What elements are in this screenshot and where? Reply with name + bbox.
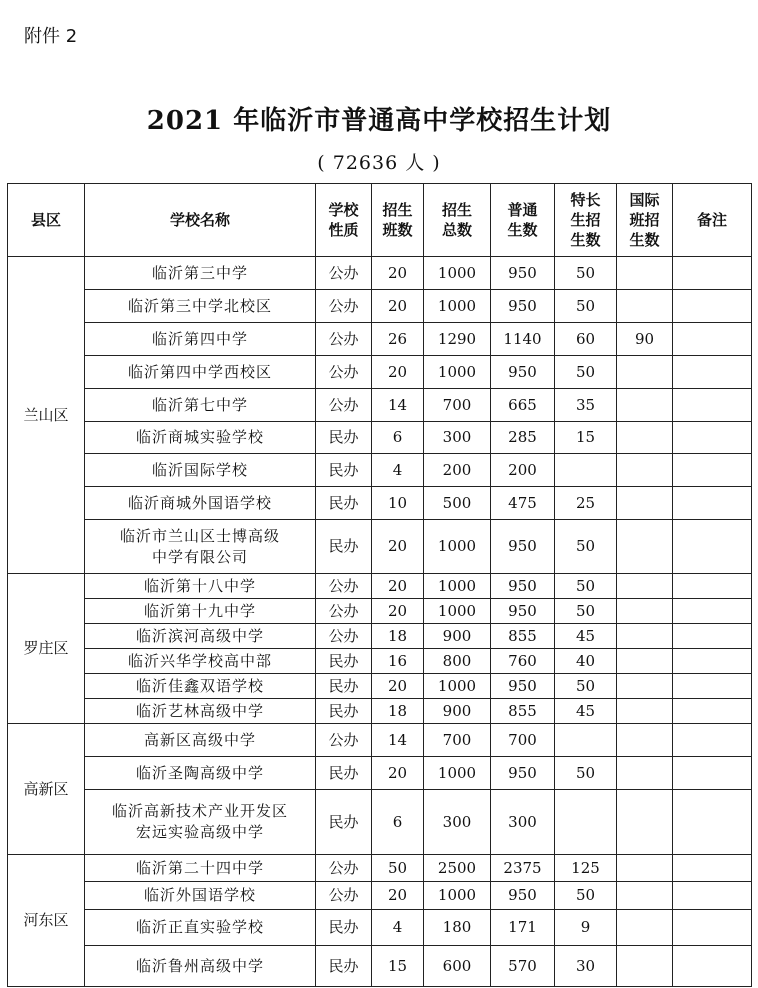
nature-cell: 公办	[316, 855, 372, 882]
intl-cell	[617, 574, 673, 599]
total-cell: 300	[424, 422, 491, 454]
classes-cell: 18	[372, 624, 424, 649]
table-row	[8, 389, 752, 422]
special-cell: 60	[555, 323, 617, 356]
table-row	[8, 323, 752, 356]
school-name-cell: 临沂正直实验学校	[85, 910, 316, 946]
regular-cell: 570	[491, 946, 555, 987]
nature-cell: 民办	[316, 674, 372, 699]
note-cell	[673, 946, 752, 987]
regular-cell: 200	[491, 454, 555, 487]
total-cell: 700	[424, 724, 491, 757]
special-cell: 50	[555, 574, 617, 599]
classes-cell: 50	[372, 855, 424, 882]
intl-cell	[617, 487, 673, 520]
district-cell: 兰山区	[8, 257, 85, 574]
table-row	[8, 454, 752, 487]
regular-cell: 760	[491, 649, 555, 674]
school-name-cell: 临沂商城实验学校	[85, 422, 316, 454]
note-cell	[673, 454, 752, 487]
classes-cell: 20	[372, 290, 424, 323]
school-name-cell: 临沂滨河高级中学	[85, 624, 316, 649]
intl-cell	[617, 757, 673, 790]
total-cell: 1000	[424, 290, 491, 323]
nature-cell: 民办	[316, 520, 372, 574]
classes-cell: 20	[372, 757, 424, 790]
nature-cell: 公办	[316, 624, 372, 649]
regular-cell: 665	[491, 389, 555, 422]
classes-cell: 10	[372, 487, 424, 520]
table-row	[8, 422, 752, 454]
regular-cell: 300	[491, 790, 555, 855]
header-intl: 国际 班招 生数	[617, 184, 673, 257]
note-cell	[673, 323, 752, 356]
regular-cell: 950	[491, 757, 555, 790]
special-cell: 50	[555, 599, 617, 624]
special-cell: 45	[555, 624, 617, 649]
note-cell	[673, 257, 752, 290]
school-name-cell: 临沂佳鑫双语学校	[85, 674, 316, 699]
classes-cell: 20	[372, 882, 424, 910]
intl-cell	[617, 699, 673, 724]
total-cell: 600	[424, 946, 491, 987]
school-name-cell: 临沂国际学校	[85, 454, 316, 487]
special-cell: 50	[555, 290, 617, 323]
classes-cell: 14	[372, 724, 424, 757]
note-cell	[673, 422, 752, 454]
intl-cell	[617, 599, 673, 624]
table-row	[8, 674, 752, 699]
district-cell: 高新区	[8, 724, 85, 855]
special-cell: 30	[555, 946, 617, 987]
table-row	[8, 257, 752, 290]
table-row	[8, 882, 752, 910]
classes-cell: 20	[372, 674, 424, 699]
nature-cell: 民办	[316, 422, 372, 454]
intl-cell	[617, 882, 673, 910]
intl-cell	[617, 257, 673, 290]
classes-cell: 26	[372, 323, 424, 356]
total-cell: 1000	[424, 574, 491, 599]
note-cell	[673, 757, 752, 790]
table-row	[8, 574, 752, 599]
total-enrollment: ( 72636 人 )	[317, 152, 441, 174]
school-name-cell: 临沂商城外国语学校	[85, 487, 316, 520]
note-cell	[673, 356, 752, 389]
district-cell: 罗庄区	[8, 574, 85, 724]
nature-cell: 公办	[316, 882, 372, 910]
classes-cell: 20	[372, 356, 424, 389]
intl-cell	[617, 422, 673, 454]
special-cell: 50	[555, 882, 617, 910]
special-cell	[555, 724, 617, 757]
total-cell: 300	[424, 790, 491, 855]
district-cell: 河东区	[8, 855, 85, 987]
table-row	[8, 487, 752, 520]
school-name-cell: 临沂第三中学北校区	[85, 290, 316, 323]
note-cell	[673, 290, 752, 323]
total-cell: 900	[424, 624, 491, 649]
special-cell: 9	[555, 910, 617, 946]
regular-cell: 950	[491, 356, 555, 389]
table-row	[8, 649, 752, 674]
classes-cell: 14	[372, 389, 424, 422]
intl-cell	[617, 520, 673, 574]
header-total: 招生 总数	[424, 184, 491, 257]
nature-cell: 公办	[316, 599, 372, 624]
school-name-cell: 临沂圣陶高级中学	[85, 757, 316, 790]
table-row	[8, 757, 752, 790]
page-title: 2021 年临沂市普通高中学校招生计划	[146, 106, 612, 136]
header-regular: 普通 生数	[491, 184, 555, 257]
total-cell: 180	[424, 910, 491, 946]
total-cell: 1000	[424, 257, 491, 290]
classes-cell: 20	[372, 599, 424, 624]
intl-cell	[617, 290, 673, 323]
table-row	[8, 290, 752, 323]
header-note: 备注	[673, 184, 752, 257]
intl-cell	[617, 946, 673, 987]
intl-cell	[617, 910, 673, 946]
total-cell: 700	[424, 389, 491, 422]
regular-cell: 950	[491, 882, 555, 910]
note-cell	[673, 882, 752, 910]
regular-cell: 950	[491, 257, 555, 290]
note-cell	[673, 487, 752, 520]
special-cell: 125	[555, 855, 617, 882]
nature-cell: 公办	[316, 290, 372, 323]
school-name-cell: 临沂艺林高级中学	[85, 699, 316, 724]
classes-cell: 18	[372, 699, 424, 724]
nature-cell: 公办	[316, 389, 372, 422]
total-cell: 1000	[424, 356, 491, 389]
note-cell	[673, 574, 752, 599]
table-row	[8, 356, 752, 389]
classes-cell: 16	[372, 649, 424, 674]
table-row	[8, 910, 752, 946]
note-cell	[673, 724, 752, 757]
school-name-cell: 临沂鲁州高级中学	[85, 946, 316, 987]
total-cell: 1290	[424, 323, 491, 356]
total-cell: 1000	[424, 882, 491, 910]
regular-cell: 171	[491, 910, 555, 946]
note-cell	[673, 674, 752, 699]
nature-cell: 民办	[316, 487, 372, 520]
school-name-cell: 临沂市兰山区士博高级 中学有限公司	[85, 520, 316, 574]
school-name-cell: 临沂兴华学校高中部	[85, 649, 316, 674]
special-cell: 40	[555, 649, 617, 674]
header-school: 学校名称	[85, 184, 316, 257]
special-cell: 45	[555, 699, 617, 724]
note-cell	[673, 624, 752, 649]
note-cell	[673, 855, 752, 882]
table-row	[8, 790, 752, 855]
table-row	[8, 724, 752, 757]
nature-cell: 公办	[316, 574, 372, 599]
nature-cell: 民办	[316, 454, 372, 487]
attachment-label: 附件 2	[24, 26, 78, 47]
total-cell: 200	[424, 454, 491, 487]
school-name-cell: 高新区高级中学	[85, 724, 316, 757]
school-name-cell: 临沂外国语学校	[85, 882, 316, 910]
header-special: 特长 生招 生数	[555, 184, 617, 257]
total-cell: 900	[424, 699, 491, 724]
intl-cell: 90	[617, 323, 673, 356]
regular-cell: 855	[491, 699, 555, 724]
header-district: 县区	[8, 184, 85, 257]
nature-cell: 民办	[316, 946, 372, 987]
school-name-cell: 临沂第十八中学	[85, 574, 316, 599]
classes-cell: 20	[372, 520, 424, 574]
intl-cell	[617, 624, 673, 649]
school-name-cell: 临沂高新技术产业开发区 宏远实验高级中学	[85, 790, 316, 855]
classes-cell: 4	[372, 454, 424, 487]
nature-cell: 公办	[316, 724, 372, 757]
note-cell	[673, 599, 752, 624]
nature-cell: 民办	[316, 910, 372, 946]
total-cell: 1000	[424, 599, 491, 624]
regular-cell: 285	[491, 422, 555, 454]
classes-cell: 6	[372, 422, 424, 454]
header-nature: 学校 性质	[316, 184, 372, 257]
regular-cell: 950	[491, 520, 555, 574]
school-name-cell: 临沂第十九中学	[85, 599, 316, 624]
table-row	[8, 699, 752, 724]
school-name-cell: 临沂第四中学西校区	[85, 356, 316, 389]
classes-cell: 20	[372, 257, 424, 290]
intl-cell	[617, 649, 673, 674]
total-cell: 2500	[424, 855, 491, 882]
table-row	[8, 520, 752, 574]
regular-cell: 950	[491, 599, 555, 624]
intl-cell	[617, 855, 673, 882]
header-row	[8, 184, 752, 257]
intl-cell	[617, 724, 673, 757]
note-cell	[673, 389, 752, 422]
note-cell	[673, 790, 752, 855]
total-cell: 1000	[424, 520, 491, 574]
total-cell: 500	[424, 487, 491, 520]
special-cell	[555, 790, 617, 855]
intl-cell	[617, 790, 673, 855]
total-cell: 1000	[424, 757, 491, 790]
note-cell	[673, 649, 752, 674]
nature-cell: 公办	[316, 257, 372, 290]
nature-cell: 民办	[316, 757, 372, 790]
school-name-cell: 临沂第三中学	[85, 257, 316, 290]
regular-cell: 855	[491, 624, 555, 649]
table-row	[8, 946, 752, 987]
school-name-cell: 临沂第二十四中学	[85, 855, 316, 882]
regular-cell: 700	[491, 724, 555, 757]
special-cell: 50	[555, 257, 617, 290]
school-name-cell: 临沂第七中学	[85, 389, 316, 422]
nature-cell: 民办	[316, 699, 372, 724]
classes-cell: 20	[372, 574, 424, 599]
special-cell: 15	[555, 422, 617, 454]
regular-cell: 950	[491, 574, 555, 599]
classes-cell: 4	[372, 910, 424, 946]
total-cell: 800	[424, 649, 491, 674]
classes-cell: 6	[372, 790, 424, 855]
special-cell: 50	[555, 757, 617, 790]
intl-cell	[617, 454, 673, 487]
nature-cell: 民办	[316, 649, 372, 674]
note-cell	[673, 699, 752, 724]
special-cell: 50	[555, 674, 617, 699]
intl-cell	[617, 674, 673, 699]
enrollment-plan-table	[7, 183, 752, 987]
school-name-cell: 临沂第四中学	[85, 323, 316, 356]
table-row	[8, 624, 752, 649]
regular-cell: 950	[491, 290, 555, 323]
header-classes: 招生 班数	[372, 184, 424, 257]
classes-cell: 15	[372, 946, 424, 987]
special-cell: 35	[555, 389, 617, 422]
special-cell: 50	[555, 520, 617, 574]
regular-cell: 1140	[491, 323, 555, 356]
special-cell: 25	[555, 487, 617, 520]
regular-cell: 2375	[491, 855, 555, 882]
nature-cell: 公办	[316, 323, 372, 356]
regular-cell: 475	[491, 487, 555, 520]
table-row	[8, 599, 752, 624]
table-row	[8, 855, 752, 882]
total-cell: 1000	[424, 674, 491, 699]
nature-cell: 公办	[316, 356, 372, 389]
note-cell	[673, 520, 752, 574]
special-cell: 50	[555, 356, 617, 389]
intl-cell	[617, 389, 673, 422]
regular-cell: 950	[491, 674, 555, 699]
nature-cell: 民办	[316, 790, 372, 855]
note-cell	[673, 910, 752, 946]
special-cell	[555, 454, 617, 487]
intl-cell	[617, 356, 673, 389]
